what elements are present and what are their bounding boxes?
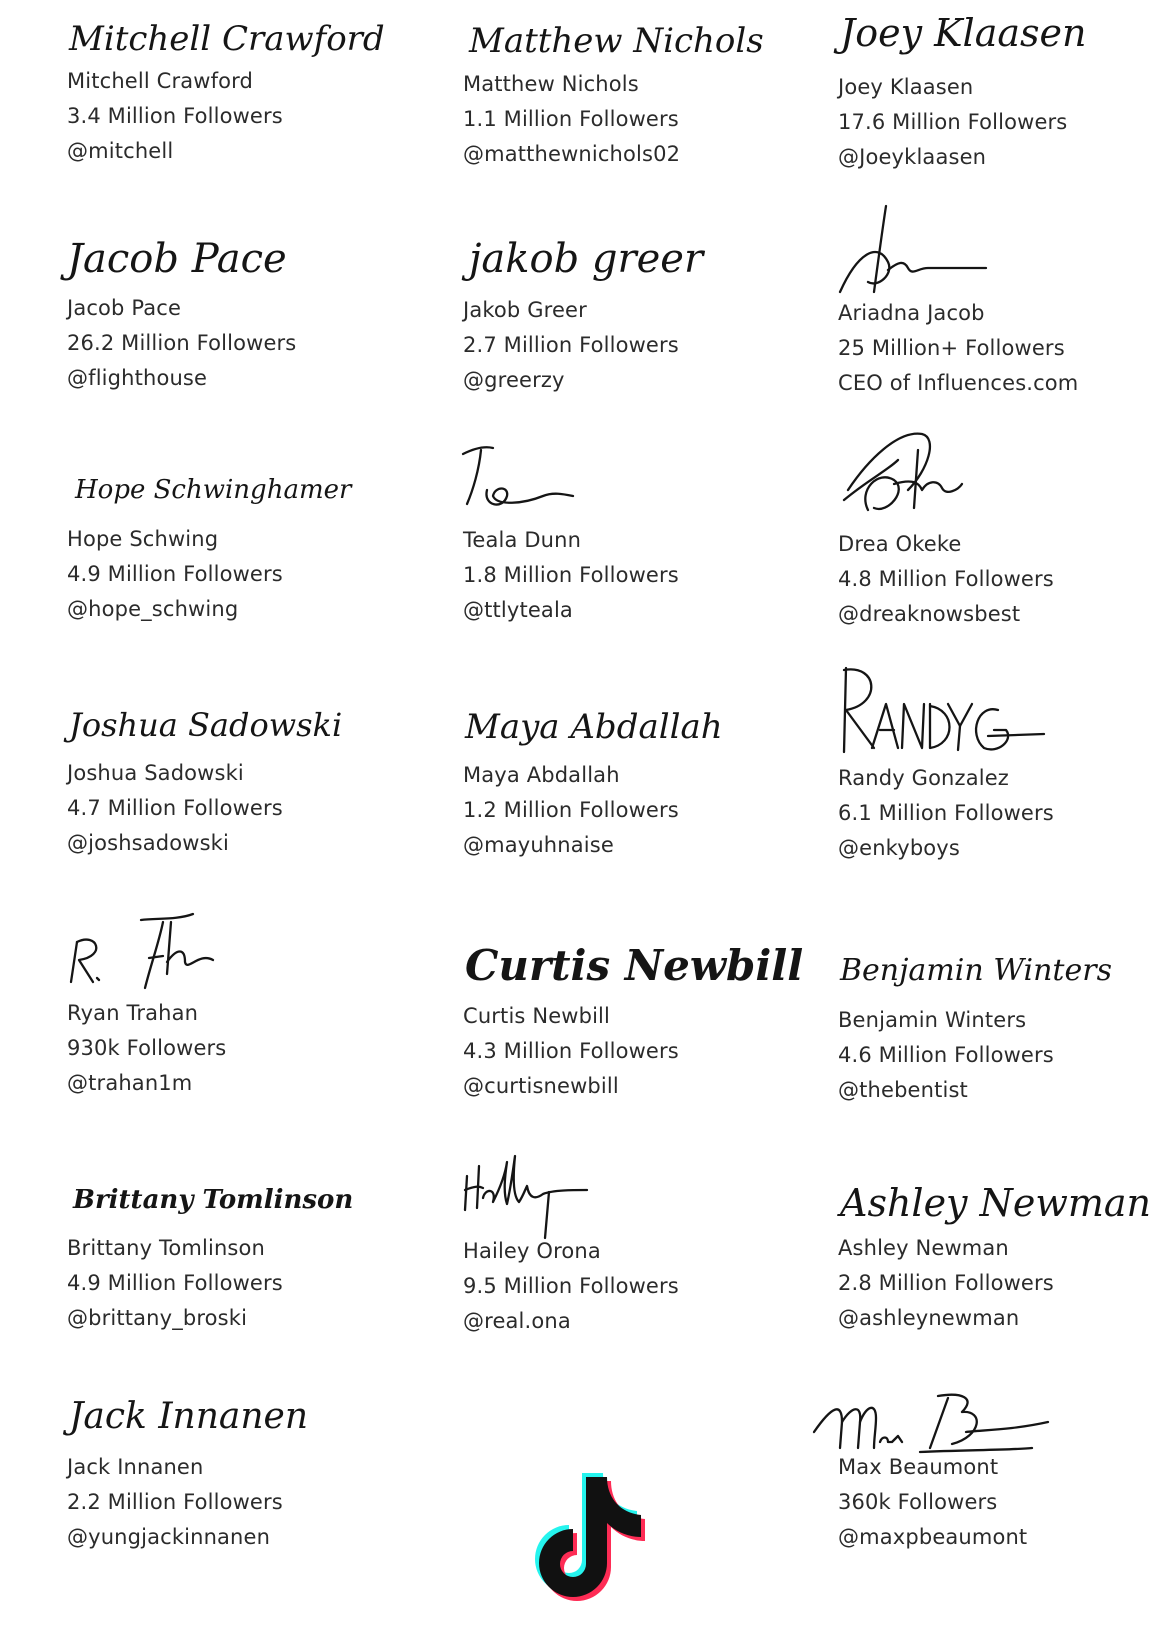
svg-text:Maya Abdallah: Maya Abdallah [465, 707, 723, 747]
influencer-card-jacob-pace [67, 232, 407, 437]
influencer-card-maya-abdallah [463, 702, 803, 907]
follower-count: 360k Followers [838, 1490, 998, 1514]
signature-image [838, 202, 1168, 302]
signature-image [463, 930, 804, 1005]
svg-text:Curtis Newbill: Curtis Newbill [465, 941, 804, 990]
influencer-card-drea-okeke [838, 430, 1174, 635]
signature-image [67, 912, 397, 1002]
social-handle: @curtisnewbill [463, 1074, 619, 1098]
influencer-name: Teala Dunn [463, 528, 582, 552]
influencer-name: Ashley Newman [838, 1236, 1009, 1260]
svg-text:Mitchell Crawford: Mitchell Crawford [69, 19, 385, 59]
svg-text:jakob greer: jakob greer [469, 236, 704, 282]
influencer-name: Drea Okeke [838, 532, 962, 556]
social-handle: @brittany_broski [67, 1306, 248, 1330]
social-handle: @greerzy [463, 368, 565, 392]
influencer-card-hailey-orona [463, 1146, 803, 1351]
follower-count: 1.8 Million Followers [463, 563, 679, 587]
social-handle: @Joeyklaasen [838, 145, 987, 169]
influencer-name: Joey Klaasen [838, 75, 974, 99]
follower-count: 2.2 Million Followers [67, 1490, 283, 1514]
social-handle: @enkyboys [838, 836, 960, 860]
social-handle: @mayuhnaise [463, 833, 614, 857]
svg-text:Brittany Tomlinson: Brittany Tomlinson [73, 1185, 354, 1215]
follower-count: 6.1 Million Followers [838, 801, 1054, 825]
influencer-card-matthew-nichols [463, 14, 803, 219]
follower-count: 1.2 Million Followers [463, 798, 679, 822]
influencer-card-curtis-newbill [463, 930, 803, 1135]
influencer-name: Jakob Greer [463, 298, 587, 322]
influencer-card-hope-schwing [67, 470, 407, 675]
influencer-name: Ariadna Jacob [838, 301, 985, 325]
social-handle: @dreaknowsbest [838, 602, 1021, 626]
follower-count: 930k Followers [67, 1036, 227, 1060]
follower-count: 9.5 Million Followers [463, 1274, 679, 1298]
social-handle: @ashleynewman [838, 1306, 1020, 1330]
follower-count: 25 Million+ Followers [838, 336, 1065, 360]
influencer-card-mitchell-crawford [67, 12, 407, 217]
influencer-card-randy-gonzalez [838, 664, 1174, 869]
social-handle: @maxpbeaumont [838, 1525, 1028, 1549]
follower-count: 4.8 Million Followers [838, 567, 1054, 591]
social-handle: @yungjackinnanen [67, 1525, 271, 1549]
social-handle: @mitchell [67, 139, 174, 163]
follower-count: 4.9 Million Followers [67, 562, 283, 586]
signature-image [838, 664, 1168, 759]
social-handle: @joshsadowski [67, 831, 229, 855]
signature-image [463, 1146, 793, 1241]
influencer-card-joey-klaasen [838, 4, 1174, 209]
influencer-name: Hope Schwing [67, 527, 219, 551]
tiktok-logo-icon [535, 1455, 665, 1605]
influencer-card-ashley-newman [838, 1176, 1174, 1381]
influencer-name: Joshua Sadowski [67, 761, 244, 785]
social-handle: CEO of Influences.com [838, 371, 1079, 395]
follower-count: 4.3 Million Followers [463, 1039, 679, 1063]
social-handle: @ttlyteala [463, 598, 573, 622]
svg-text:Hope Schwinghamer: Hope Schwinghamer [75, 475, 352, 505]
follower-count: 2.8 Million Followers [838, 1271, 1054, 1295]
influencer-name: Jack Innanen [67, 1455, 204, 1479]
follower-count: 4.6 Million Followers [838, 1043, 1054, 1067]
follower-count: 17.6 Million Followers [838, 110, 1068, 134]
influencer-card-jakob-greer [463, 232, 803, 437]
svg-text:Jacob Pace: Jacob Pace [67, 236, 287, 282]
svg-text:Jack Innanen: Jack Innanen [69, 1396, 309, 1437]
svg-text:Matthew Nichols: Matthew Nichols [469, 21, 764, 61]
influencer-name: Benjamin Winters [838, 1008, 1027, 1032]
follower-count: 2.7 Million Followers [463, 333, 679, 357]
follower-count: 3.4 Million Followers [67, 104, 283, 128]
influencer-name: Hailey Orona [463, 1239, 601, 1263]
influencer-name: Curtis Newbill [463, 1004, 611, 1028]
svg-text:Ashley Newman: Ashley Newman [840, 1181, 1152, 1225]
influencer-name: Jacob Pace [67, 296, 182, 320]
follower-count: 26.2 Million Followers [67, 331, 297, 355]
social-handle: @hope_schwing [67, 597, 239, 621]
social-handle: @flighthouse [67, 366, 208, 390]
influencer-name: Ryan Trahan [67, 1001, 199, 1025]
social-handle: @trahan1m [67, 1071, 193, 1095]
social-handle: @matthewnichols02 [463, 142, 681, 166]
influencer-name: Maya Abdallah [463, 763, 620, 787]
svg-text:Joey Klaasen: Joey Klaasen [840, 11, 1087, 55]
signature-image [838, 430, 1168, 525]
influencer-card-ariadna-jacob [838, 202, 1174, 407]
influencer-name: Brittany Tomlinson [67, 1236, 265, 1260]
influencer-card-joshua-sadowski [67, 702, 407, 907]
svg-text:Joshua Sadowski: Joshua Sadowski [69, 706, 343, 744]
follower-count: 1.1 Million Followers [463, 107, 679, 131]
influencer-name: Mitchell Crawford [67, 69, 254, 93]
influencer-card-jack-innanen [67, 1390, 407, 1595]
social-handle: @real.ona [463, 1309, 571, 1333]
follower-count: 4.7 Million Followers [67, 796, 283, 820]
influencer-name: Matthew Nichols [463, 72, 639, 96]
signature-image [838, 4, 1168, 79]
influencer-name: Max Beaumont [838, 1455, 999, 1479]
influencer-card-ryan-trahan [67, 912, 407, 1117]
influencer-card-teala-dunn [463, 440, 803, 645]
influencer-name: Randy Gonzalez [838, 766, 1009, 790]
influencer-card-benjamin-winters [838, 950, 1174, 1155]
svg-text:Benjamin Winters: Benjamin Winters [840, 953, 1112, 988]
influencer-card-brittany-tomlinson [67, 1176, 407, 1381]
signature-image [463, 440, 793, 520]
follower-count: 4.9 Million Followers [67, 1271, 283, 1295]
influencer-card-max-beaumont [838, 1392, 1174, 1597]
social-handle: @thebentist [838, 1078, 968, 1102]
